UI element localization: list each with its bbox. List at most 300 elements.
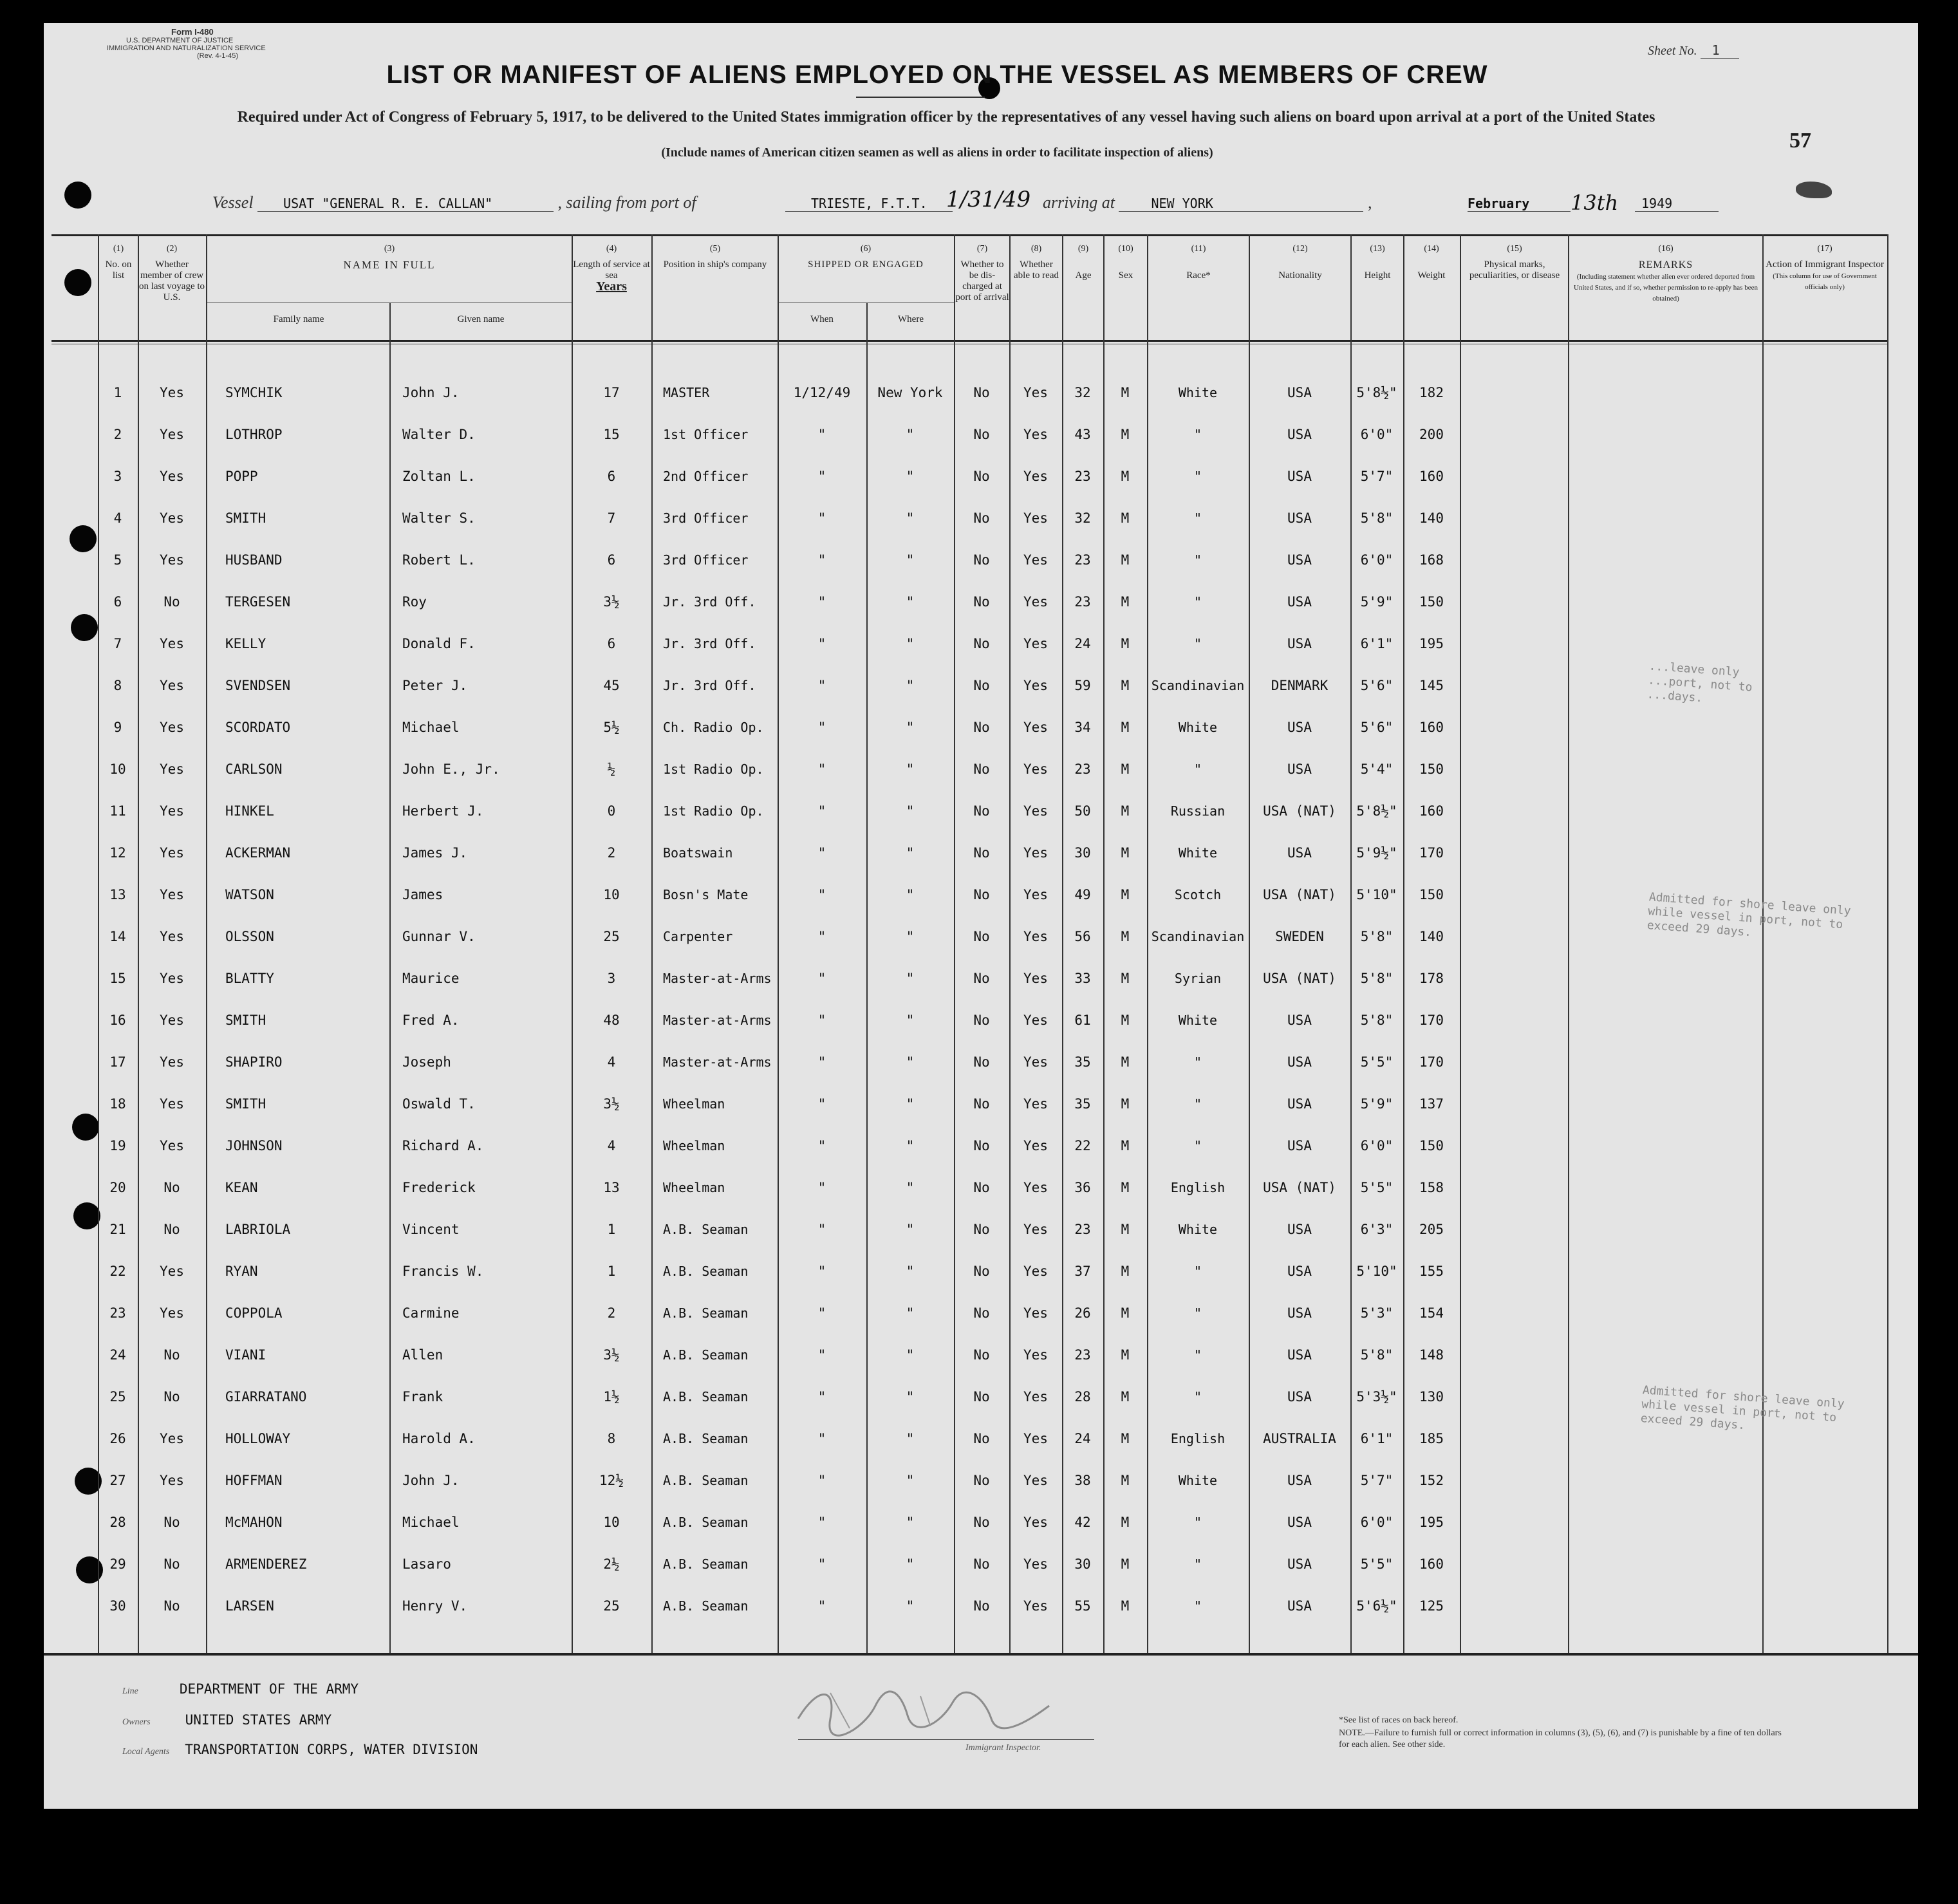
cell-sex: M <box>1121 887 1130 902</box>
cell-race: " <box>1193 510 1202 526</box>
cell-shipped-where: " <box>906 1013 915 1028</box>
cell-position: A.B. Seaman <box>663 1264 749 1279</box>
cell-age: 23 <box>1074 552 1091 568</box>
cell-shipped-where: " <box>906 427 915 442</box>
cell-years-at-sea: 15 <box>603 427 620 442</box>
cell-sex: M <box>1121 1096 1130 1112</box>
cell-age: 61 <box>1074 1013 1091 1028</box>
cell-position: A.B. Seaman <box>663 1222 749 1237</box>
document-title: LIST OR MANIFEST OF ALIENS EMPLOYED ON THE VESSEL AS MEMBERS OF CREW <box>386 61 1488 89</box>
port-from-field <box>785 193 953 212</box>
cell-height: 5'5" <box>1360 1054 1394 1070</box>
col-header-discharged: (7) Whether to be dis-charged at port of arrival <box>955 244 1009 303</box>
cell-sex: M <box>1121 971 1130 986</box>
cell-shipped-where: " <box>906 1180 915 1195</box>
cell-position: 3rd Officer <box>663 510 749 526</box>
penalty-note: NOTE.—Failure to furnish full or correct information in columns (3), (5), (6), and (7) is punishable by a fine of ten dollars for each alien. See other side. <box>1339 1728 1782 1750</box>
cell-row-number: 17 <box>109 1054 126 1070</box>
cell-discharged: No <box>973 1096 990 1112</box>
cell-able-to-read: Yes <box>1023 1222 1048 1237</box>
cell-race: White <box>1178 1013 1218 1028</box>
cell-position: 3rd Officer <box>663 552 749 568</box>
cell-shipped-when: " <box>817 803 826 819</box>
column-divider <box>1460 234 1461 1653</box>
cell-given-name: Francis W. <box>402 1264 484 1279</box>
cell-last-voyage: Yes <box>160 636 184 651</box>
cell-sex: M <box>1121 845 1130 861</box>
cell-row-number: 19 <box>109 1138 126 1153</box>
cell-last-voyage: No <box>163 594 180 610</box>
vessel-label: Vessel <box>212 193 254 212</box>
cell-height: 6'0" <box>1360 1138 1394 1153</box>
cell-discharged: No <box>973 1473 990 1488</box>
arrival-date-field <box>1468 193 1571 212</box>
cell-height: 5'5" <box>1360 1556 1394 1572</box>
line-value: DEPARTMENT OF THE ARMY <box>179 1681 359 1697</box>
cell-nationality: USA <box>1287 1515 1312 1530</box>
cell-years-at-sea: ½ <box>607 761 616 777</box>
arrival-year-field <box>1635 193 1719 212</box>
cell-age: 28 <box>1074 1389 1091 1405</box>
cell-able-to-read: Yes <box>1023 761 1048 777</box>
cell-nationality: USA <box>1287 1598 1312 1614</box>
cell-race: " <box>1193 1389 1202 1405</box>
cell-row-number: 8 <box>113 678 122 693</box>
cell-shipped-when: " <box>817 1389 826 1405</box>
cell-discharged: No <box>973 1347 990 1363</box>
cell-family-name: CARLSON <box>225 761 283 777</box>
cell-discharged: No <box>973 385 990 400</box>
cell-race: White <box>1178 1222 1218 1237</box>
cell-race: Scotch <box>1174 887 1222 902</box>
cell-years-at-sea: 25 <box>603 929 620 944</box>
cell-discharged: No <box>973 552 990 568</box>
cell-years-at-sea: 2½ <box>603 1556 620 1572</box>
inspector-label: Immigrant Inspector. <box>965 1743 1041 1753</box>
punch-hole <box>70 525 97 552</box>
cell-weight: 200 <box>1419 427 1444 442</box>
cell-last-voyage: Yes <box>160 1305 184 1321</box>
cell-sex: M <box>1121 385 1130 400</box>
cell-shipped-where: " <box>906 803 915 819</box>
cell-height: 5'8" <box>1360 1347 1394 1363</box>
cell-height: 5'6½" <box>1356 1598 1397 1614</box>
sailing-label: , sailing from port of <box>557 193 696 212</box>
cell-able-to-read: Yes <box>1023 552 1048 568</box>
cell-row-number: 12 <box>109 845 126 861</box>
cell-discharged: No <box>973 887 990 902</box>
cell-weight: 150 <box>1419 887 1444 902</box>
cell-row-number: 29 <box>109 1556 126 1572</box>
cell-able-to-read: Yes <box>1023 1054 1048 1070</box>
col-header-height: (13) Height <box>1364 244 1391 281</box>
cell-row-number: 27 <box>109 1473 126 1488</box>
sheet-number-value: 1 <box>1701 42 1739 59</box>
footer-agents-field <box>122 1742 478 1757</box>
cell-race: " <box>1193 761 1202 777</box>
cell-last-voyage: Yes <box>160 469 184 484</box>
cell-family-name: COPPOLA <box>225 1305 283 1321</box>
cell-last-voyage: Yes <box>160 1013 184 1028</box>
cell-able-to-read: Yes <box>1023 929 1048 944</box>
agents-label: Local Agents <box>122 1747 170 1757</box>
cell-shipped-where: " <box>906 1431 915 1446</box>
cell-shipped-where: " <box>906 887 915 902</box>
cell-discharged: No <box>973 761 990 777</box>
cell-able-to-read: Yes <box>1023 427 1048 442</box>
cell-height: 5'8" <box>1360 1013 1394 1028</box>
cell-sex: M <box>1121 761 1130 777</box>
cell-able-to-read: Yes <box>1023 887 1048 902</box>
form-revision: (Rev. 4-1-45) <box>197 52 238 60</box>
cell-weight: 150 <box>1419 1138 1444 1153</box>
cell-years-at-sea: 2 <box>607 845 616 861</box>
cell-family-name: KEAN <box>225 1180 258 1195</box>
cell-years-at-sea: 48 <box>603 1013 620 1028</box>
punch-hole <box>72 1114 99 1141</box>
cell-age: 23 <box>1074 469 1091 484</box>
cell-family-name: JOHNSON <box>225 1138 283 1153</box>
column-divider <box>1887 234 1888 1653</box>
cell-shipped-where: " <box>906 552 915 568</box>
cell-weight: 205 <box>1419 1222 1444 1237</box>
cell-discharged: No <box>973 594 990 610</box>
cell-last-voyage: Yes <box>160 803 184 819</box>
cell-given-name: Vincent <box>402 1222 460 1237</box>
cell-weight: 170 <box>1419 1013 1444 1028</box>
cell-last-voyage: Yes <box>160 887 184 902</box>
cell-shipped-where: " <box>906 678 915 693</box>
cell-age: 55 <box>1074 1598 1091 1614</box>
cell-years-at-sea: 1 <box>607 1222 616 1237</box>
cell-weight: 150 <box>1419 594 1444 610</box>
cell-row-number: 3 <box>113 469 122 484</box>
cell-age: 23 <box>1074 1347 1091 1363</box>
cell-last-voyage: No <box>163 1515 180 1530</box>
cell-weight: 160 <box>1419 469 1444 484</box>
cell-row-number: 21 <box>109 1222 126 1237</box>
cell-shipped-where: " <box>906 720 915 735</box>
cell-able-to-read: Yes <box>1023 636 1048 651</box>
cell-race: " <box>1193 552 1202 568</box>
cell-shipped-where: " <box>906 1515 915 1530</box>
include-note: (Include names of American citizen seamen as well as aliens in order to facilitate inspection of aliens) <box>661 145 1213 160</box>
cell-sex: M <box>1121 1305 1130 1321</box>
cell-last-voyage: Yes <box>160 510 184 526</box>
races-note: *See list of races on back hereof. <box>1339 1715 1459 1725</box>
column-divider <box>1568 234 1569 1653</box>
cell-given-name: Walter S. <box>402 510 476 526</box>
cell-nationality: USA <box>1287 845 1312 861</box>
cell-nationality: USA <box>1287 1473 1312 1488</box>
cell-race: " <box>1193 1347 1202 1363</box>
cell-family-name: WATSON <box>225 887 274 902</box>
cell-shipped-when: " <box>817 1222 826 1237</box>
cell-age: 50 <box>1074 803 1091 819</box>
cell-sex: M <box>1121 1473 1130 1488</box>
cell-family-name: McMAHON <box>225 1515 283 1530</box>
cell-years-at-sea: 3½ <box>603 1347 620 1363</box>
cell-position: A.B. Seaman <box>663 1473 749 1488</box>
cell-nationality: USA <box>1287 510 1312 526</box>
cell-position: 1st Radio Op. <box>663 761 764 777</box>
cell-years-at-sea: 45 <box>603 678 620 693</box>
cell-given-name: Maurice <box>402 971 460 986</box>
cell-years-at-sea: 13 <box>603 1180 620 1195</box>
cell-race: White <box>1178 845 1218 861</box>
form-number: Form I-480 <box>171 27 214 37</box>
header-bottom-rule <box>51 340 1888 342</box>
cell-family-name: HINKEL <box>225 803 274 819</box>
table-top-rule <box>51 234 1888 236</box>
cell-position: Master-at-Arms <box>663 1054 772 1070</box>
cell-height: 5'8½" <box>1356 803 1397 819</box>
cell-weight: 137 <box>1419 1096 1444 1112</box>
cell-discharged: No <box>973 1138 990 1153</box>
cell-years-at-sea: 6 <box>607 469 616 484</box>
cell-years-at-sea: 4 <box>607 1054 616 1070</box>
col-header-shipped: (6) SHIPPED OR ENGAGED <box>808 244 924 270</box>
cell-nationality: AUSTRALIA <box>1263 1431 1336 1446</box>
cell-shipped-when: 1/12/49 <box>793 385 851 400</box>
cell-nationality: USA <box>1287 427 1312 442</box>
cell-position: Bosn's Mate <box>663 887 749 902</box>
cell-family-name: GIARRATANO <box>225 1389 307 1405</box>
cell-row-number: 16 <box>109 1013 126 1028</box>
cell-height: 5'9" <box>1360 1096 1394 1112</box>
cell-able-to-read: Yes <box>1023 720 1048 735</box>
cell-row-number: 15 <box>109 971 126 986</box>
cell-able-to-read: Yes <box>1023 469 1048 484</box>
cell-years-at-sea: 6 <box>607 636 616 651</box>
cell-nationality: USA (NAT) <box>1263 887 1336 902</box>
cell-able-to-read: Yes <box>1023 1556 1048 1572</box>
cell-shipped-when: " <box>817 552 826 568</box>
cell-shipped-when: " <box>817 720 826 735</box>
cell-able-to-read: Yes <box>1023 1264 1048 1279</box>
cell-given-name: John E., Jr. <box>402 761 500 777</box>
agents-value: TRANSPORTATION CORPS, WATER DIVISION <box>185 1742 478 1757</box>
cell-weight: 170 <box>1419 1054 1444 1070</box>
cell-given-name: Oswald T. <box>402 1096 476 1112</box>
cell-row-number: 13 <box>109 887 126 902</box>
cell-race: White <box>1178 385 1218 400</box>
cell-shipped-where: " <box>906 1305 915 1321</box>
cell-sex: M <box>1121 1389 1130 1405</box>
cell-shipped-when: " <box>817 1515 826 1530</box>
cell-position: Boatswain <box>663 845 733 861</box>
cell-weight: 130 <box>1419 1389 1444 1405</box>
column-divider <box>389 303 391 1653</box>
cell-weight: 125 <box>1419 1598 1444 1614</box>
cell-able-to-read: Yes <box>1023 1515 1048 1530</box>
cell-position: Master-at-Arms <box>663 1013 772 1028</box>
cell-discharged: No <box>973 803 990 819</box>
cell-discharged: No <box>973 1264 990 1279</box>
cell-shipped-where: " <box>906 929 915 944</box>
cell-years-at-sea: 10 <box>603 1515 620 1530</box>
cell-sex: M <box>1121 552 1130 568</box>
cell-nationality: SWEDEN <box>1275 929 1324 944</box>
cell-weight: 182 <box>1419 385 1444 400</box>
cell-row-number: 10 <box>109 761 126 777</box>
cell-family-name: VIANI <box>225 1347 266 1363</box>
cell-age: 26 <box>1074 1305 1091 1321</box>
line-label: Line <box>122 1686 138 1696</box>
cell-years-at-sea: 4 <box>607 1138 616 1153</box>
cell-given-name: Walter D. <box>402 427 476 442</box>
cell-nationality: USA <box>1287 1054 1312 1070</box>
cell-discharged: No <box>973 1431 990 1446</box>
cell-age: 35 <box>1074 1054 1091 1070</box>
cell-race: " <box>1193 594 1202 610</box>
cell-sex: M <box>1121 1180 1130 1195</box>
cell-weight: 160 <box>1419 803 1444 819</box>
cell-sex: M <box>1121 1431 1130 1446</box>
col-header-given-name: Given name <box>457 314 505 324</box>
cell-able-to-read: Yes <box>1023 1013 1048 1028</box>
cell-shipped-when: " <box>817 1473 826 1488</box>
cell-family-name: SMITH <box>225 510 266 526</box>
cell-last-voyage: Yes <box>160 1054 184 1070</box>
punch-hole <box>71 614 98 641</box>
cell-height: 5'9" <box>1360 594 1394 610</box>
col-header-service: (4) Length of service at sea Years <box>573 244 650 294</box>
cell-race: " <box>1193 1515 1202 1530</box>
cell-weight: 170 <box>1419 845 1444 861</box>
cell-last-voyage: No <box>163 1347 180 1363</box>
cell-able-to-read: Yes <box>1023 594 1048 610</box>
col-header-nationality: (12) Nationality <box>1278 244 1322 281</box>
cell-age: 30 <box>1074 1556 1091 1572</box>
cell-discharged: No <box>973 1222 990 1237</box>
col-header-physical-marks: (15) Physical marks, peculiarities, or disease <box>1469 244 1560 281</box>
cell-shipped-where: " <box>906 1389 915 1405</box>
cell-given-name: Harold A. <box>402 1431 476 1446</box>
cell-shipped-when: " <box>817 1096 826 1112</box>
cell-shipped-where: " <box>906 1096 915 1112</box>
cell-sex: M <box>1121 1013 1130 1028</box>
cell-given-name: Joseph <box>402 1054 451 1070</box>
cell-race: English <box>1170 1431 1226 1446</box>
cell-height: 5'8" <box>1360 510 1394 526</box>
cell-shipped-when: " <box>817 1180 826 1195</box>
cell-height: 6'0" <box>1360 552 1394 568</box>
inspector-signature <box>792 1680 1062 1738</box>
cell-position: 2nd Officer <box>663 469 749 484</box>
cell-row-number: 2 <box>113 427 122 442</box>
cell-family-name: SMITH <box>225 1096 266 1112</box>
cell-last-voyage: Yes <box>160 1138 184 1153</box>
cell-race: " <box>1193 636 1202 651</box>
cell-family-name: SVENDSEN <box>225 678 291 693</box>
cell-weight: 178 <box>1419 971 1444 986</box>
cell-sex: M <box>1121 803 1130 819</box>
cell-position: Jr. 3rd Off. <box>663 636 756 651</box>
cell-given-name: Henry V. <box>402 1598 468 1614</box>
cell-weight: 152 <box>1419 1473 1444 1488</box>
cell-able-to-read: Yes <box>1023 1473 1048 1488</box>
cell-weight: 185 <box>1419 1431 1444 1446</box>
cell-years-at-sea: 8 <box>607 1431 616 1446</box>
cell-able-to-read: Yes <box>1023 1096 1048 1112</box>
cell-height: 5'7" <box>1360 1473 1394 1488</box>
cell-position: A.B. Seaman <box>663 1389 749 1405</box>
cell-sex: M <box>1121 1598 1130 1614</box>
cell-weight: 158 <box>1419 1180 1444 1195</box>
cell-row-number: 1 <box>113 385 122 400</box>
cell-nationality: USA <box>1287 594 1312 610</box>
cell-race: " <box>1193 1598 1202 1614</box>
cell-race: White <box>1178 720 1218 735</box>
cell-sex: M <box>1121 594 1130 610</box>
cell-shipped-when: " <box>817 887 826 902</box>
cell-age: 49 <box>1074 887 1091 902</box>
col-header-weight: (14) Weight <box>1417 244 1446 281</box>
cell-shipped-where: " <box>906 594 915 610</box>
cell-nationality: USA <box>1287 1556 1312 1572</box>
cell-years-at-sea: 6 <box>607 552 616 568</box>
cell-discharged: No <box>973 1515 990 1530</box>
cell-age: 56 <box>1074 929 1091 944</box>
department-name: U.S. DEPARTMENT OF JUSTICE <box>126 37 234 44</box>
cell-able-to-read: Yes <box>1023 1598 1048 1614</box>
cell-discharged: No <box>973 845 990 861</box>
cell-sex: M <box>1121 1515 1130 1530</box>
cell-height: 6'1" <box>1360 1431 1394 1446</box>
cell-age: 24 <box>1074 1431 1091 1446</box>
cell-shipped-where: " <box>906 510 915 526</box>
cell-race: " <box>1193 1138 1202 1153</box>
col-header-remarks: (16) REMARKS (Including statement whether alien ever ordered deported from United States, and if so, whether permission to re-apply has been obtained) <box>1574 244 1758 303</box>
cell-last-voyage: Yes <box>160 1096 184 1112</box>
cell-row-number: 14 <box>109 929 126 944</box>
cell-family-name: RYAN <box>225 1264 258 1279</box>
punch-hole <box>64 182 91 209</box>
cell-family-name: SYMCHIK <box>225 385 283 400</box>
cell-height: 5'10" <box>1356 1264 1397 1279</box>
cell-row-number: 11 <box>109 803 126 819</box>
requirement-statement: Required under Act of Congress of February 5, 1917, to be delivered to the United States immigration officer by the representatives of any vessel having such aliens on board upon arrival at a port of the United States <box>237 109 1655 126</box>
cell-sex: M <box>1121 510 1130 526</box>
cell-able-to-read: Yes <box>1023 1138 1048 1153</box>
cell-shipped-where: " <box>906 1054 915 1070</box>
cell-last-voyage: Yes <box>160 385 184 400</box>
col-header-age: (9) Age <box>1075 244 1092 281</box>
col-header-no: (1) No. on list <box>105 244 132 281</box>
cell-sex: M <box>1121 1556 1130 1572</box>
cell-given-name: Roy <box>402 594 427 610</box>
cell-shipped-where: " <box>906 469 915 484</box>
cell-discharged: No <box>973 1556 990 1572</box>
cell-family-name: LARSEN <box>225 1598 274 1614</box>
punch-hole <box>64 269 91 296</box>
cell-sex: M <box>1121 469 1130 484</box>
cell-position: MASTER <box>663 385 710 400</box>
cell-age: 33 <box>1074 971 1091 986</box>
cell-given-name: Zoltan L. <box>402 469 476 484</box>
cell-weight: 145 <box>1419 678 1444 693</box>
cell-shipped-where: " <box>906 1222 915 1237</box>
cell-position: Wheelman <box>663 1180 725 1195</box>
cell-age: 37 <box>1074 1264 1091 1279</box>
cell-shipped-when: " <box>817 845 826 861</box>
cell-discharged: No <box>973 427 990 442</box>
cell-nationality: USA <box>1287 1222 1312 1237</box>
cell-sex: M <box>1121 1222 1130 1237</box>
column-divider <box>651 234 653 1653</box>
cell-row-number: 6 <box>113 594 122 610</box>
